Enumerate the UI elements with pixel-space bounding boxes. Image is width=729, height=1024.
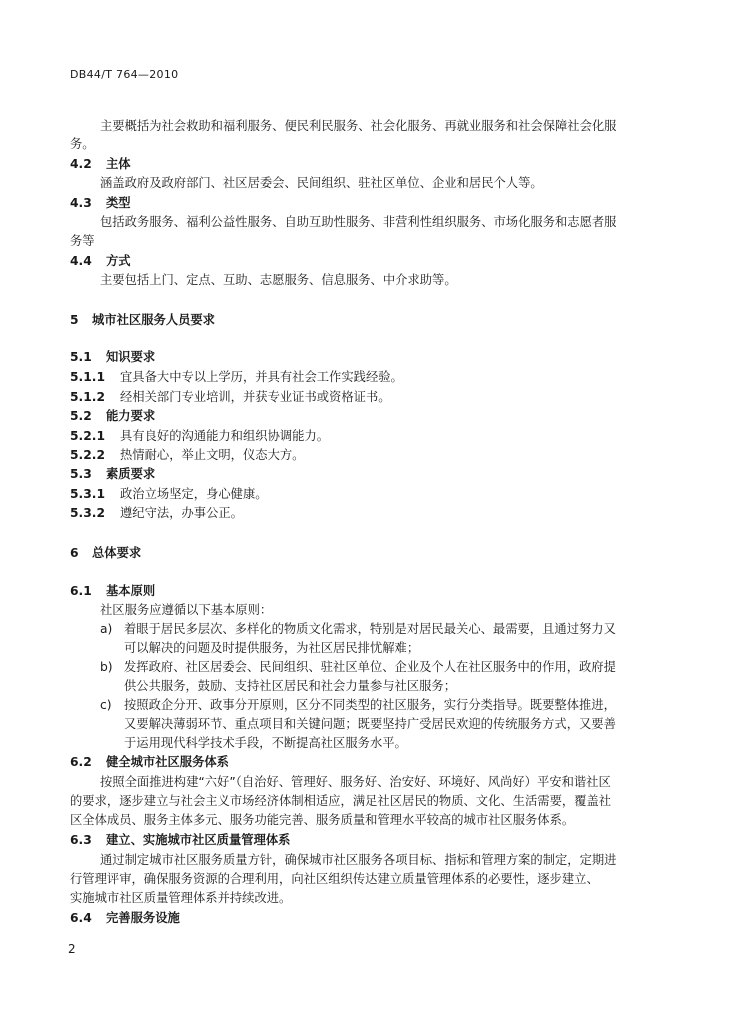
s6-4-title: 完善服务设施 <box>106 911 180 925</box>
s5-2-title: 能力要求 <box>106 409 156 423</box>
s4-1-text-line1: 主要概括为社会救助和福利服务、便民利民服务、社会化服务、再就业服务和社会保障社会化服 <box>100 119 617 133</box>
s6-1-c-line2: 又要解决薄弱环节、重点项目和关键问题；既要坚持广受居民欢迎的传统服务方式，又要善 <box>124 717 616 731</box>
s6-title: 总体要求 <box>92 546 142 560</box>
s5-1-2 <box>70 390 391 404</box>
s6-3-line1: 通过制定城市社区服务质量方针，确保城市社区服务各项目标、指标和管理方案的制定，定期进 <box>100 853 617 867</box>
s5-3-num: 5.3 <box>70 467 92 481</box>
s6-1-num: 6.1 <box>70 584 92 598</box>
s5-2-2-text: 热情耐心，举止文明，仪态大方。 <box>120 448 305 462</box>
s5-2-1-num: 5.2.1 <box>70 429 106 443</box>
s6-4-heading <box>70 911 180 925</box>
s6-1-title: 基本原则 <box>106 584 156 598</box>
s6-1-c-label: c) <box>100 698 112 712</box>
s5-3-1-text: 政治立场坚定，身心健康。 <box>120 487 268 501</box>
s6-3-line3: 实施城市社区质量管理体系并持续改进。 <box>70 891 292 905</box>
s5-heading <box>70 313 215 327</box>
s5-3-1-num: 5.3.1 <box>70 487 106 501</box>
s6-2-heading <box>70 755 229 769</box>
s6-4-num: 6.4 <box>70 911 92 925</box>
s5-1-num: 5.1 <box>70 350 92 364</box>
s4-3-text-line1: 包括政务服务、福利公益性服务、自助互助性服务、非营利性组织服务、市场化服务和志愿者服 <box>100 215 617 229</box>
s5-3-2-num: 5.3.2 <box>70 506 106 520</box>
page-number: 2 <box>68 942 76 956</box>
s6-3-title: 建立、实施城市社区质量管理体系 <box>106 833 291 847</box>
s5-2-1 <box>70 429 329 443</box>
s4-3-title: 类型 <box>106 196 131 210</box>
s4-4-title: 方式 <box>106 254 131 268</box>
s5-3-2-text: 遵纪守法，办事公正。 <box>120 506 243 520</box>
s5-1-heading <box>70 350 155 364</box>
s5-1-2-text: 经相关部门专业培训，并获专业证书或资格证书。 <box>120 390 391 404</box>
s4-2-title: 主体 <box>106 157 131 171</box>
s5-3-2 <box>70 506 243 520</box>
s5-1-1-text: 宜具备大中专以上学历，并具有社会工作实践经验。 <box>120 370 403 384</box>
s4-1-text-line2: 务。 <box>70 137 95 151</box>
s6-1-b-line2: 供公共服务，鼓励、支持社区居民和社会力量参与社区服务； <box>124 679 457 693</box>
s6-2-line2: 的要求，逐步建立与社会主义市场经济体制相适应，满足社区居民的物质、文化、生活需要，覆盖社 <box>70 794 612 808</box>
s4-3-num: 4.3 <box>70 196 92 210</box>
s5-2-2 <box>70 448 304 462</box>
s6-1-a-label: a) <box>100 622 113 636</box>
page-header-doc-id: DB44/T 764—2010 <box>70 68 179 81</box>
s5-3-1 <box>70 487 268 501</box>
s4-2-num: 4.2 <box>70 157 92 171</box>
s5-3-title: 素质要求 <box>106 467 156 481</box>
s6-1-b-line1: 发挥政府、社区居委会、民间组织、驻社区单位、企业及个人在社区服务中的作用，政府提 <box>124 660 616 674</box>
s6-3-line2: 行管理评审，确保服务资源的合理利用，向社区组织传达建立质量管理体系的必要性，逐步建立、 <box>70 872 599 886</box>
s5-num: 5 <box>70 313 79 327</box>
s6-1-heading <box>70 584 155 598</box>
s5-3-heading <box>70 467 155 481</box>
s4-2-text: 涵盖政府及政府部门、社区居委会、民间组织、驻社区单位、企业和居民个人等。 <box>100 176 543 190</box>
s5-1-title: 知识要求 <box>106 350 156 364</box>
s6-1-a-line2: 可以解决的问题及时提供服务，为社区居民排忧解难； <box>124 641 420 655</box>
s6-heading <box>70 546 141 560</box>
s5-2-2-num: 5.2.2 <box>70 448 106 462</box>
s4-4-num: 4.4 <box>70 254 92 268</box>
s6-1-b-label: b) <box>100 660 113 674</box>
s5-1-1-num: 5.1.1 <box>70 370 106 384</box>
s4-3-heading <box>70 196 131 210</box>
s4-3-text-line2: 务等 <box>70 234 95 248</box>
s5-2-1-text: 具有良好的沟通能力和组织协调能力。 <box>120 429 330 443</box>
s5-title: 城市社区服务人员要求 <box>92 313 215 327</box>
s6-2-line3: 区全体成员、服务主体多元、服务功能完善、服务质量和管理水平较高的城市社区服务体系。 <box>70 813 575 827</box>
s6-2-title: 健全城市社区服务体系 <box>106 755 229 769</box>
s6-3-num: 6.3 <box>70 833 92 847</box>
s6-num: 6 <box>70 546 79 560</box>
s4-4-text: 主要包括上门、定点、互助、志愿服务、信息服务、中介求助等。 <box>100 273 457 287</box>
s6-2-num: 6.2 <box>70 755 92 769</box>
s6-1-intro: 社区服务应遵循以下基本原则： <box>100 603 273 617</box>
s6-1-c-line1: 按照政企分开、政事分开原则，区分不同类型的社区服务，实行分类指导。既要整体推进， <box>124 698 616 712</box>
s5-1-1 <box>70 370 403 384</box>
s6-1-c-line3: 于运用现代科学技术手段，不断提高社区服务水平。 <box>124 736 407 750</box>
s4-2-heading <box>70 157 131 171</box>
s6-3-heading <box>70 833 290 847</box>
s4-4-heading <box>70 254 131 268</box>
s5-2-num: 5.2 <box>70 409 92 423</box>
s5-1-2-num: 5.1.2 <box>70 390 106 404</box>
s6-1-a-line1: 着眼于居民多层次、多样化的物质文化需求，特别是对居民最关心、最需要，且通过努力又 <box>124 622 616 636</box>
s6-2-line1: 按照全面推进构建“六好”（自治好、管理好、服务好、治安好、环境好、风尚好）平安和谐社区 <box>100 775 611 789</box>
s5-2-heading <box>70 409 155 423</box>
